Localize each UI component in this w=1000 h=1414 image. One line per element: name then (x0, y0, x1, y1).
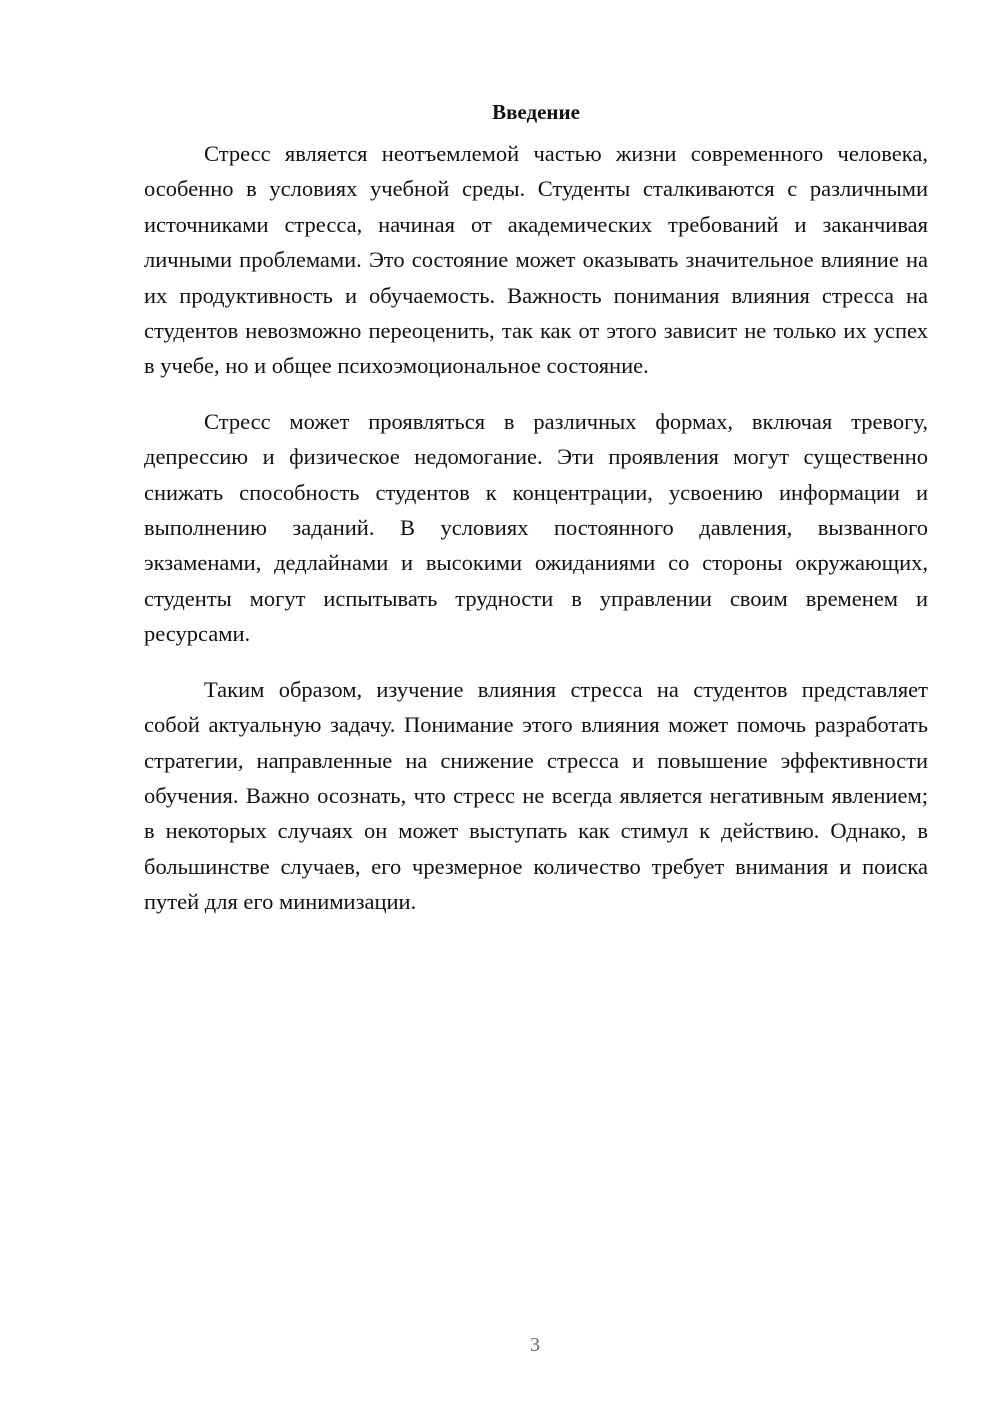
section-heading: Введение (492, 100, 580, 124)
paragraph-1: Стресс является неотъемлемой частью жизни современного человека, особенно в условиях учебной среды. Студенты сталкиваются с различными источниками стресса, начиная от академических требований и заканчивая личными проблемами. Это состояние может оказывать значительное влияние на их продуктивность и обучаемость. Важность понимания влияния стресса на студентов невозможно переоценить, так как от этого зависит не только их успех в учебе, но и общее психоэмоциональное состояние. (144, 141, 928, 379)
page-number: 3 (530, 1334, 540, 1356)
page-content (144, 98, 928, 940)
paragraph-3: Таким образом, изучение влияния стресса на студентов представляет собой актуальную задачу. Понимание этого влияния может помочь разработать стратегии, направленные на снижение стресса и повышение эффективности обучения. Важно осознать, что стресс не всегда является негативным явлением; в некоторых случаях он может выступать как стимул к действию. Однако, в большинстве случаев, его чрезмерное количество требует внимания и поиска путей для его минимизации. (144, 676, 928, 915)
paragraph-2: Стресс может проявляться в различных формах, включая тревогу, депрессию и физическое недомогание. Эти проявления могут существенно снижать способность студентов к концентрации, усвоению информации и выполнению заданий. В условиях постоянного давления, вызванного экзаменами, дедлайнами и высокими ожиданиями со стороны окружающих, студенты могут испытывать трудности в управлении своим временем и ресурсами. (144, 408, 928, 647)
